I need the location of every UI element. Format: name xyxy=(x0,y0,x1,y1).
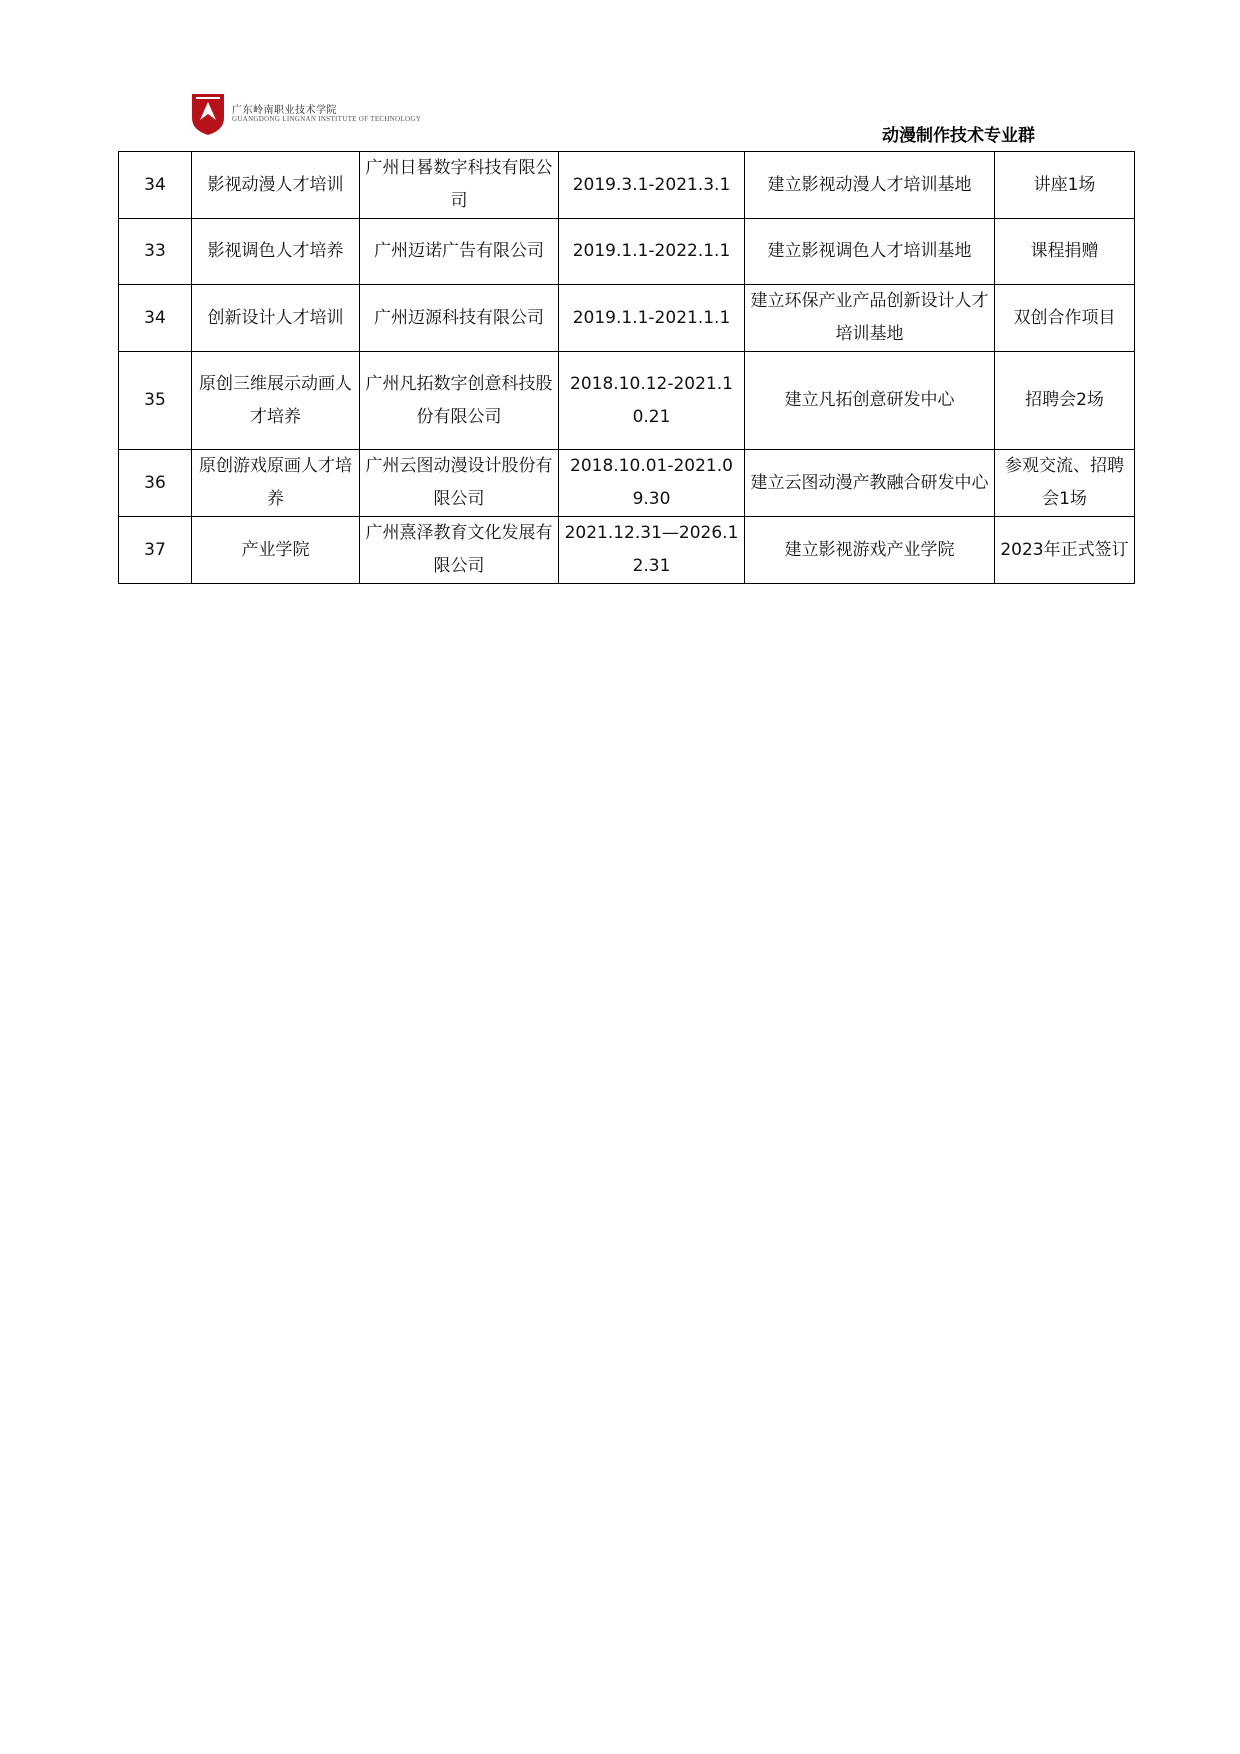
table-row xyxy=(119,219,1135,285)
row-number: 34 xyxy=(119,152,192,219)
cooperation-result: 课程捐赠 xyxy=(995,219,1135,285)
cooperation-content: 建立影视游戏产业学院 xyxy=(745,517,995,584)
company-name: 广州云图动漫设计股份有限公司 xyxy=(360,450,559,517)
table-row xyxy=(119,152,1135,219)
logo-school-name-cn: 广东岭南职业技术学院 xyxy=(232,104,337,116)
cooperation-period: 2019.3.1-2021.3.1 xyxy=(559,152,745,219)
cooperation-period: 2018.10.12-2021.10.21 xyxy=(559,352,745,450)
table-row xyxy=(119,517,1135,584)
cooperation-content: 建立云图动漫产教融合研发中心 xyxy=(745,450,995,517)
table-row xyxy=(119,285,1135,352)
logo-school-name-en: GUANGDONG LINGNAN INSTITUTE OF TECHNOLOGY xyxy=(232,114,422,123)
project-name: 创新设计人才培训 xyxy=(192,285,360,352)
project-name: 原创三维展示动画人才培养 xyxy=(192,352,360,450)
cooperation-result: 讲座1场 xyxy=(995,152,1135,219)
cooperation-table xyxy=(118,151,1135,584)
cooperation-period: 2018.10.01-2021.09.30 xyxy=(559,450,745,517)
table-row xyxy=(119,352,1135,450)
project-name: 产业学院 xyxy=(192,517,360,584)
page-header-title: 动漫制作技术专业群 xyxy=(882,126,1035,146)
table-row xyxy=(119,450,1135,517)
cooperation-result: 2023年正式签订 xyxy=(995,517,1135,584)
cooperation-result: 双创合作项目 xyxy=(995,285,1135,352)
cooperation-content: 建立影视调色人才培训基地 xyxy=(745,219,995,285)
project-name: 影视调色人才培养 xyxy=(192,219,360,285)
row-number: 33 xyxy=(119,219,192,285)
company-name: 广州熹泽教育文化发展有限公司 xyxy=(360,517,559,584)
cooperation-period: 2019.1.1-2022.1.1 xyxy=(559,219,745,285)
project-name: 原创游戏原画人才培养 xyxy=(192,450,360,517)
cooperation-result: 招聘会2场 xyxy=(995,352,1135,450)
row-number: 35 xyxy=(119,352,192,450)
row-number: 37 xyxy=(119,517,192,584)
cooperation-content: 建立凡拓创意研发中心 xyxy=(745,352,995,450)
school-emblem-icon xyxy=(190,92,226,136)
cooperation-content: 建立环保产业产品创新设计人才培训基地 xyxy=(745,285,995,352)
school-logo xyxy=(190,92,421,136)
company-name: 广州日晷数字科技有限公司 xyxy=(360,152,559,219)
cooperation-period: 2019.1.1-2021.1.1 xyxy=(559,285,745,352)
cooperation-result: 参观交流、招聘会1场 xyxy=(995,450,1135,517)
company-name: 广州凡拓数字创意科技股份有限公司 xyxy=(360,352,559,450)
cooperation-content: 建立影视动漫人才培训基地 xyxy=(745,152,995,219)
project-name: 影视动漫人才培训 xyxy=(192,152,360,219)
row-number: 36 xyxy=(119,450,192,517)
company-name: 广州迈源科技有限公司 xyxy=(360,285,559,352)
cooperation-period: 2021.12.31—2026.12.31 xyxy=(559,517,745,584)
row-number: 34 xyxy=(119,285,192,352)
company-name: 广州迈诺广告有限公司 xyxy=(360,219,559,285)
